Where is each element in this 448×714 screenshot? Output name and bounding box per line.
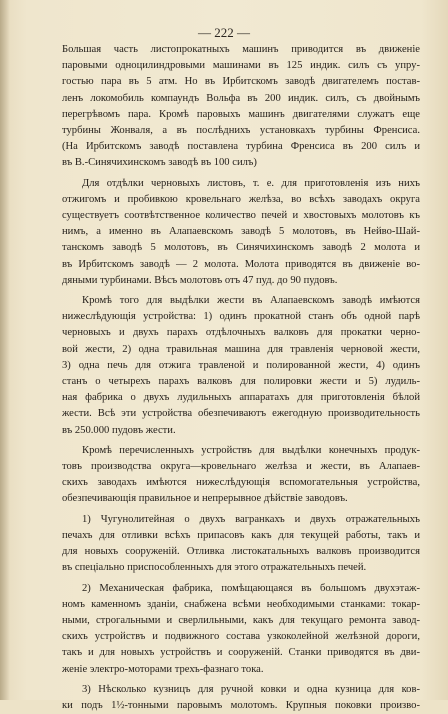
text-line: номъ каменномъ зданіи, снабжена всѣми необходимыми станками: токар-: [62, 598, 420, 610]
text-line: перегрѣвомъ пара. Кромѣ паровыхъ машинъ двигателями служатъ еще: [62, 108, 420, 120]
text-line: печахъ для отливки всѣхъ припасовъ какъ для текущей работы, такъ и: [62, 529, 420, 541]
text-line: Большая часть листопрокатныхъ машинъ приводится въ движеніе: [62, 44, 420, 55]
text-line: жести. Всѣ эти устройства обезпечиваютъ ежегодную производительность: [62, 408, 420, 420]
body-text: [62, 42, 420, 714]
text-line: вой жести, 2) одна травильная машина для травленія черновой жести,: [62, 343, 420, 355]
page-binding-shadow: [0, 0, 10, 700]
text-line: ная фабрика о двухъ лудильныхъ аппаратахъ для приготовленія бѣлой: [62, 392, 420, 404]
text-line: въ Ирбитскомъ заводѣ — 2 молота. Молота приводятся въ движеніе во-: [62, 258, 420, 270]
text-line: такъ и для новыхъ устройствъ и сооруженій. Станки приводятся въ дви-: [62, 647, 420, 659]
text-line: 1) Чугунолитейная о двухъ вагранкахъ и двухъ отражательныхъ: [82, 513, 420, 525]
paragraph: [62, 581, 420, 678]
text-line: ленъ локомобиль компаундъ Вольфа въ 200 индик. силъ, съ двойнымъ: [62, 92, 420, 104]
paragraph: [62, 176, 420, 289]
text-line: нижеслѣдующія устройства: 1) одинъ прокатной станъ объ одной парѣ: [62, 311, 420, 323]
text-line: Для отдѣлки черновыхъ листовъ, т. е. для приготовленія изъ нихъ: [82, 177, 420, 189]
text-line: для новыхъ сооруженій. Отливка листокатальныхъ валковъ производится: [62, 546, 420, 558]
text-line: въ 250.000 пудовъ жести.: [62, 424, 176, 436]
text-line: дяными турбинами. Вѣсъ молотовъ отъ 47 пуд. до 90 пудовъ.: [62, 274, 338, 286]
text-line: скихъ заводахъ имѣются нижеслѣдующія вспомогательныя устройства,: [62, 477, 420, 489]
text-line: станъ о четырехъ парахъ валковъ для полировки жести и 5) лудиль-: [62, 376, 420, 388]
text-line: (На Ирбитскомъ заводѣ поставлена турбина Френсиса въ 200 силъ и: [62, 141, 420, 153]
text-line: женіе электро-моторами трехъ-фазнаго тока.: [62, 663, 264, 675]
page-number: — 222 —: [198, 25, 250, 40]
paragraph: [62, 512, 420, 577]
text-line: 3) одна печь для отжига травленой и полированной жести, 4) одинъ: [62, 359, 420, 371]
text-line: существуетъ соотвѣтственное количество печей и хвостовыхъ молотовъ къ: [62, 210, 420, 222]
paragraph: [62, 682, 420, 714]
paragraph: [62, 293, 420, 439]
paragraph: [62, 42, 420, 172]
text-line: товъ производства округа—кровельнаго желѣза и жести, въ Алапаев-: [62, 461, 420, 473]
text-line: турбины Жонваля, а въ послѣднихъ установкахъ турбины Френсиса.: [62, 125, 420, 137]
text-line: нимъ, а именно въ Алапаевскомъ заводѣ 5 молотовъ, въ Нейво-Шай-: [62, 226, 420, 238]
text-line: Кромѣ того для выдѣлки жести въ Алапаевскомъ заводѣ имѣются: [82, 295, 420, 307]
text-line: 3) Нѣсколько кузницъ для ручной ковки и одна кузница для ков-: [82, 683, 420, 695]
text-line: обезпечивающія правильное и непрерывное дѣйствіе заводовъ.: [62, 493, 348, 505]
text-line: въ В.-Синячихинскомъ заводѣ въ 100 силъ): [62, 157, 257, 169]
text-line: въ спеціально приспособленныхъ для этого отражательныхъ печей.: [62, 562, 367, 574]
text-line: 2) Механическая фабрика, помѣщающаяся въ большомъ двухэтаж-: [82, 582, 420, 594]
text-line: ки подъ 1½-тонными паровымъ молотомъ. Крупныя поковки произво-: [62, 699, 420, 711]
text-line: отжигомъ и пробивкою кровельнаго желѣза, во всѣхъ заводахъ округа: [62, 193, 420, 205]
text-line: ными, строгальными и сверлильными, какъ для текущаго ремонта завод-: [62, 614, 420, 626]
text-line: танскомъ заводѣ 5 молотовъ, въ Синячихинскомъ заводѣ 2 молота и: [62, 242, 420, 254]
text-line: скихъ устройствъ и подвижного состава узкоколейной желѣзной дороги,: [62, 631, 420, 643]
paragraph: [62, 443, 420, 508]
text-line: Кромѣ перечисленныхъ устройствъ для выдѣлки конечныхъ продук-: [82, 444, 420, 456]
text-line: паровыми одноцилиндровыми машинами въ 125 индик. силъ съ упру-: [62, 60, 420, 72]
text-line: гостью пара въ 5 атм. Но въ Ирбитскомъ заводѣ двигателемъ постав-: [62, 76, 420, 88]
text-line: черновыхъ и двухъ парахъ отдѣлочныхъ валковъ для прокатки черно-: [62, 327, 420, 339]
